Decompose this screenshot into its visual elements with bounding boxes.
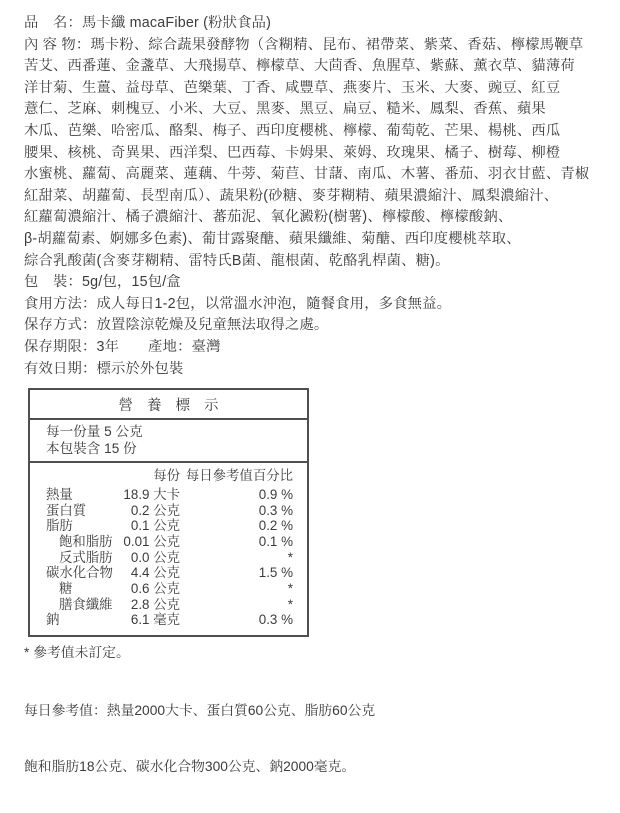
nutrient-label: 鈉	[46, 612, 60, 628]
ingredients-line: 紅甜菜、胡蘿蔔、長型南瓜）、蔬果粉(砂糖、麥芽糊精、蘋果濃縮汁、鳳梨濃縮汁、	[24, 187, 559, 204]
nutrient-amount: 0.01 公克	[123, 533, 180, 549]
nutrient-row-protein	[46, 503, 293, 519]
nutrient-row-dietary-fiber	[46, 597, 293, 613]
expiry-line: 有效日期：標示於外包裝	[24, 360, 184, 377]
serving-info-block	[30, 420, 307, 463]
ingredients-line: 薏仁、芝麻、刺槐豆、小米、大豆、黑麥、黑豆、扁豆、糙米、鳳梨、香蕉、蘋果	[24, 101, 546, 118]
nutrient-amount: 0.6 公克	[130, 581, 180, 597]
nutrient-label: 脂肪	[46, 518, 73, 534]
nutrition-table-body	[30, 463, 307, 635]
shelf-life-origin-line: 保存期限：3年 產地：臺灣	[24, 338, 221, 355]
nutrient-amount: 0.0 公克	[130, 549, 180, 565]
nutrient-row-trans-fat	[46, 550, 293, 566]
nutrient-row-sodium	[46, 612, 293, 628]
nutrient-daily-value: *	[287, 549, 293, 565]
ingredients-line: 腰果、核桃、奇異果、西洋梨、巴西莓、卡姆果、萊姆、玫瑰果、橘子、樹莓、柳橙	[24, 144, 561, 161]
nutrient-row-saturated-fat	[46, 534, 293, 550]
package-line: 包 裝：5g/包，15包/盒	[24, 274, 181, 291]
column-header-daily-value: 每日參考值百分比	[185, 468, 293, 484]
nutrient-label: 反式脂肪	[59, 549, 113, 565]
nutrient-label: 蛋白質	[46, 502, 87, 518]
nutrient-label: 飽和脂肪	[59, 533, 113, 549]
nutrient-amount: 4.4 公克	[130, 565, 180, 581]
ingredients-line: 綜合乳酸菌(含麥芽糊精、雷特氏B菌、龍根菌、乾酪乳桿菌、糖)。	[24, 252, 450, 269]
undefined-reference-note: * 參考值未訂定。	[24, 645, 130, 661]
nutrient-daily-value: *	[287, 581, 293, 597]
daily-reference-values-block	[24, 665, 602, 813]
servings-per-package: 本包裝含 15 份	[46, 440, 137, 456]
nutrient-row-sugar	[46, 581, 293, 597]
ingredients-line: 內 容 物：瑪卡粉、綜合蔬果發酵物（含糊精、昆布、裙帶菜、紫菜、香菇、檸檬馬鞭草	[24, 36, 584, 53]
nutrient-amount: 6.1 毫克	[130, 612, 180, 628]
nutrient-daily-value: 0.3 %	[258, 612, 293, 628]
ingredients-line: β-胡蘿蔔素、婀娜多色素)、葡甘露聚醣、蘋果纖維、菊醣、西印度櫻桃萃取、	[24, 230, 521, 247]
daily-reference-line: 飽和脂肪18公克、碳水化合物300公克、鈉2000毫克。	[24, 758, 356, 774]
serving-size: 每一份量 5 公克	[46, 424, 143, 440]
nutrient-row-calories	[46, 487, 293, 503]
nutrient-amount: 18.9 大卡	[123, 486, 180, 502]
nutrient-label: 熱量	[46, 486, 73, 502]
ingredients-line: 苦艾、西番蓮、金盞草、大飛揚草、檸檬草、大茴香、魚腥草、紫蘇、薰衣草、貓薄荷	[24, 58, 575, 75]
nutrient-row-carbohydrate	[46, 565, 293, 581]
ingredients-line: 水蜜桃、蘿蔔、高麗菜、蓮藕、牛蒡、菊苣、甘藷、南瓜、木薯、番茄、羽衣甘藍、青椒	[24, 166, 590, 183]
daily-reference-line: 每日參考值：熱量2000大卡、蛋白質60公克、脂肪60公克	[24, 703, 376, 719]
nutrient-amount: 0.1 公克	[130, 518, 180, 534]
product-name-line: 品 名：馬卡纖 macaFiber (粉狀食品)	[24, 15, 272, 31]
nutrient-daily-value: 0.2 %	[258, 518, 293, 534]
nutrient-daily-value: 0.3 %	[258, 502, 293, 518]
column-header-per-serving: 每份	[153, 468, 180, 484]
nutrient-row-fat	[46, 518, 293, 534]
ingredients-line: 洋甘菊、生薑、益母草、芭樂葉、丁香、咸豐草、燕麥片、玉米、大麥、豌豆、紅豆	[24, 79, 561, 96]
nutrient-daily-value: 0.1 %	[258, 533, 293, 549]
nutrient-daily-value: 0.9 %	[258, 486, 293, 502]
storage-line: 保存方式：放置陰涼乾燥及兒童無法取得之處。	[24, 317, 329, 334]
ingredients-line: 木瓜、芭樂、哈密瓜、酪梨、梅子、西印度櫻桃、檸檬、葡萄乾、芒果、楊桃、西瓜	[24, 122, 561, 139]
nutrient-label: 糖	[59, 581, 73, 597]
nutrient-label: 膳食纖維	[59, 596, 113, 612]
usage-line: 食用方法：成人每日1-2包，以常溫水沖泡，隨餐食用，多食無益。	[24, 295, 452, 312]
nutrient-daily-value: *	[287, 596, 293, 612]
nutrition-facts-table	[28, 388, 309, 637]
ingredients-line: 紅蘿蔔濃縮汁、橘子濃縮汁、蕃茄泥、氧化澱粉(樹薯)、檸檬酸、檸檬酸鈉、	[24, 209, 513, 226]
nutrition-table-title: 營 養 標 示	[30, 390, 307, 420]
nutrient-amount: 2.8 公克	[130, 596, 180, 612]
nutrition-column-header-row	[46, 468, 293, 484]
nutrient-daily-value: 1.5 %	[258, 565, 293, 581]
nutrient-amount: 0.2 公克	[130, 502, 180, 518]
nutrient-label: 碳水化合物	[46, 565, 113, 581]
ingredients-block	[24, 35, 602, 273]
